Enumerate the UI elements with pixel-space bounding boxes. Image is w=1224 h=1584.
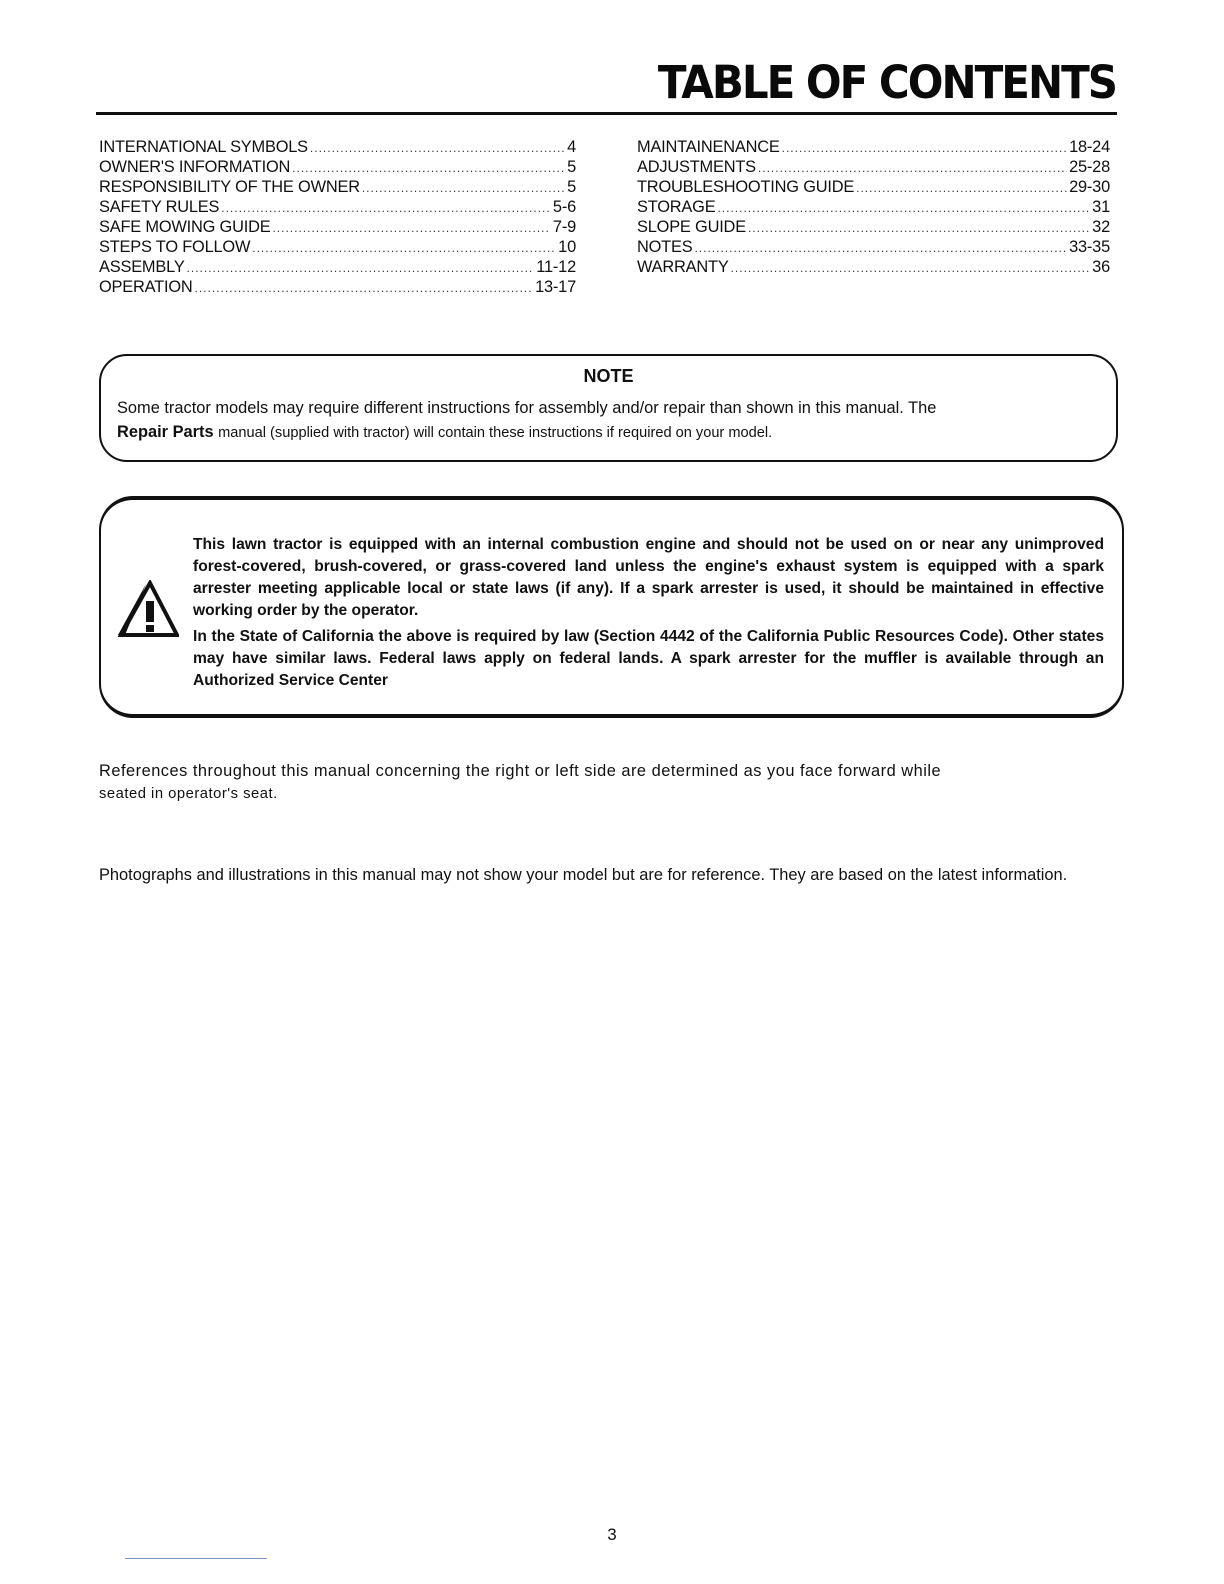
note-bold-term: Repair Parts [117, 423, 214, 441]
page-title: TABLE OF CONTENTS [657, 56, 1116, 109]
toc-entry[interactable] [99, 197, 576, 217]
toc-entry[interactable] [99, 137, 576, 157]
toc-entry-label: TROUBLESHOOTING GUIDE [637, 178, 855, 196]
warning-paragraph: This lawn tractor is equipped with an internal combustion engine and should not be used on or near any unimproved forest-covered, brush-covered, or grass-covered land unless the engine's exhaust system is equipped with a spark arrester meeting applicable local or state laws (if any). If a spark arrester is used, it should be maintained in effective working order by the operator. [193, 536, 1104, 619]
title-underline [96, 112, 1117, 115]
footer-line [125, 1558, 267, 1559]
toc-entry[interactable] [637, 257, 1110, 277]
toc-entry[interactable] [637, 237, 1110, 257]
toc-entry-page: 33-35 [1069, 238, 1110, 256]
toc-leader [782, 138, 1067, 158]
toc-entry[interactable] [99, 157, 576, 177]
toc-entry[interactable] [99, 277, 576, 297]
toc-leader [748, 218, 1090, 238]
references-tail: seated in operator's seat. [99, 786, 278, 802]
toc-leader [187, 258, 535, 278]
toc-leader [758, 158, 1067, 178]
toc-entry[interactable] [99, 257, 576, 277]
toc-entry-label: SAFE MOWING GUIDE [99, 218, 271, 236]
toc-entry-label: OWNER'S INFORMATION [99, 158, 291, 176]
toc-entry-page: 25-28 [1069, 158, 1110, 176]
toc-entry-label: STORAGE [637, 198, 716, 216]
toc-entry-page: 32 [1092, 218, 1110, 236]
warning-triangle-icon [117, 580, 179, 638]
photographs-paragraph: Photographs and illustrations in this manual may not show your model but are for reference. They are based on the latest information. [99, 866, 1068, 884]
toc-leader [272, 218, 550, 238]
toc-entry[interactable] [637, 197, 1110, 217]
toc-entry-page: 18-24 [1069, 138, 1110, 156]
toc-entry-page: 5-6 [552, 198, 576, 216]
toc-leader [731, 258, 1091, 278]
toc-left-column [99, 137, 576, 297]
toc-leader [252, 238, 556, 258]
toc-entry-label: WARRANTY [637, 258, 729, 276]
toc-leader [717, 198, 1090, 218]
toc-entry[interactable] [99, 237, 576, 257]
toc-entry-label: RESPONSIBILITY OF THE OWNER [99, 178, 360, 196]
toc-entry-label: OPERATION [99, 278, 193, 296]
spark-arrester-warning-box [99, 496, 1124, 718]
page-number: 3 [607, 1525, 617, 1544]
toc-leader [195, 278, 534, 298]
toc-entry-page: 5 [567, 158, 576, 176]
toc-entry-page: 31 [1092, 198, 1110, 216]
toc-entry[interactable] [637, 217, 1110, 237]
toc-leader [362, 178, 565, 198]
toc-leader [694, 238, 1067, 258]
toc-leader [856, 178, 1067, 198]
toc-entry[interactable] [637, 137, 1110, 157]
toc-entry-page: 13-17 [535, 278, 576, 296]
toc-entry-label: SLOPE GUIDE [637, 218, 746, 236]
note-text-rest: manual (supplied with tractor) will contain these instructions if required on your model. [218, 425, 773, 441]
toc-entry-page: 10 [558, 238, 576, 256]
toc-entry-page: 5 [567, 178, 576, 196]
references-text: References throughout this manual concerning the right or left side are determined as you face forward while [99, 762, 942, 780]
toc-entry-page: 36 [1092, 258, 1110, 276]
toc-right-column [637, 137, 1110, 277]
toc-entry-label: STEPS TO FOLLOW [99, 238, 251, 256]
toc-entry-page: 7-9 [552, 218, 576, 236]
warning-text [193, 534, 1104, 692]
toc-entry[interactable] [99, 177, 576, 197]
note-text-main: Some tractor models may require different instructions for assembly and/or repair than shown in this manual. The [117, 399, 937, 417]
toc-entry-page: 29-30 [1069, 178, 1110, 196]
toc-entry-label: NOTES [637, 238, 693, 256]
note-heading: NOTE [583, 366, 634, 386]
toc-entry[interactable] [637, 157, 1110, 177]
toc-entry-label: INTERNATIONAL SYMBOLS [99, 138, 308, 156]
toc-entry-label: SAFETY RULES [99, 198, 220, 216]
toc-leader [310, 138, 565, 158]
references-paragraph [99, 760, 1119, 805]
note-text [117, 396, 1098, 445]
toc-entry-label: MAINTAINENANCE [637, 138, 780, 156]
toc-entry[interactable] [99, 217, 576, 237]
toc-entry[interactable] [637, 177, 1110, 197]
toc-entry-label: ASSEMBLY [99, 258, 185, 276]
note-box [99, 354, 1118, 462]
toc-entry-label: ADJUSTMENTS [637, 158, 756, 176]
toc-entry-page: 11-12 [536, 258, 576, 276]
toc-leader [221, 198, 551, 218]
warning-paragraph: In the State of California the above is required by law (Section 4442 of the California Public Resources Code). Other states may have similar laws. Federal laws apply on federal lands. A spark arrester for the muffler is available through an Authorized Service Center [193, 628, 1104, 689]
toc-entry-page: 4 [567, 138, 576, 156]
toc-leader [292, 158, 565, 178]
